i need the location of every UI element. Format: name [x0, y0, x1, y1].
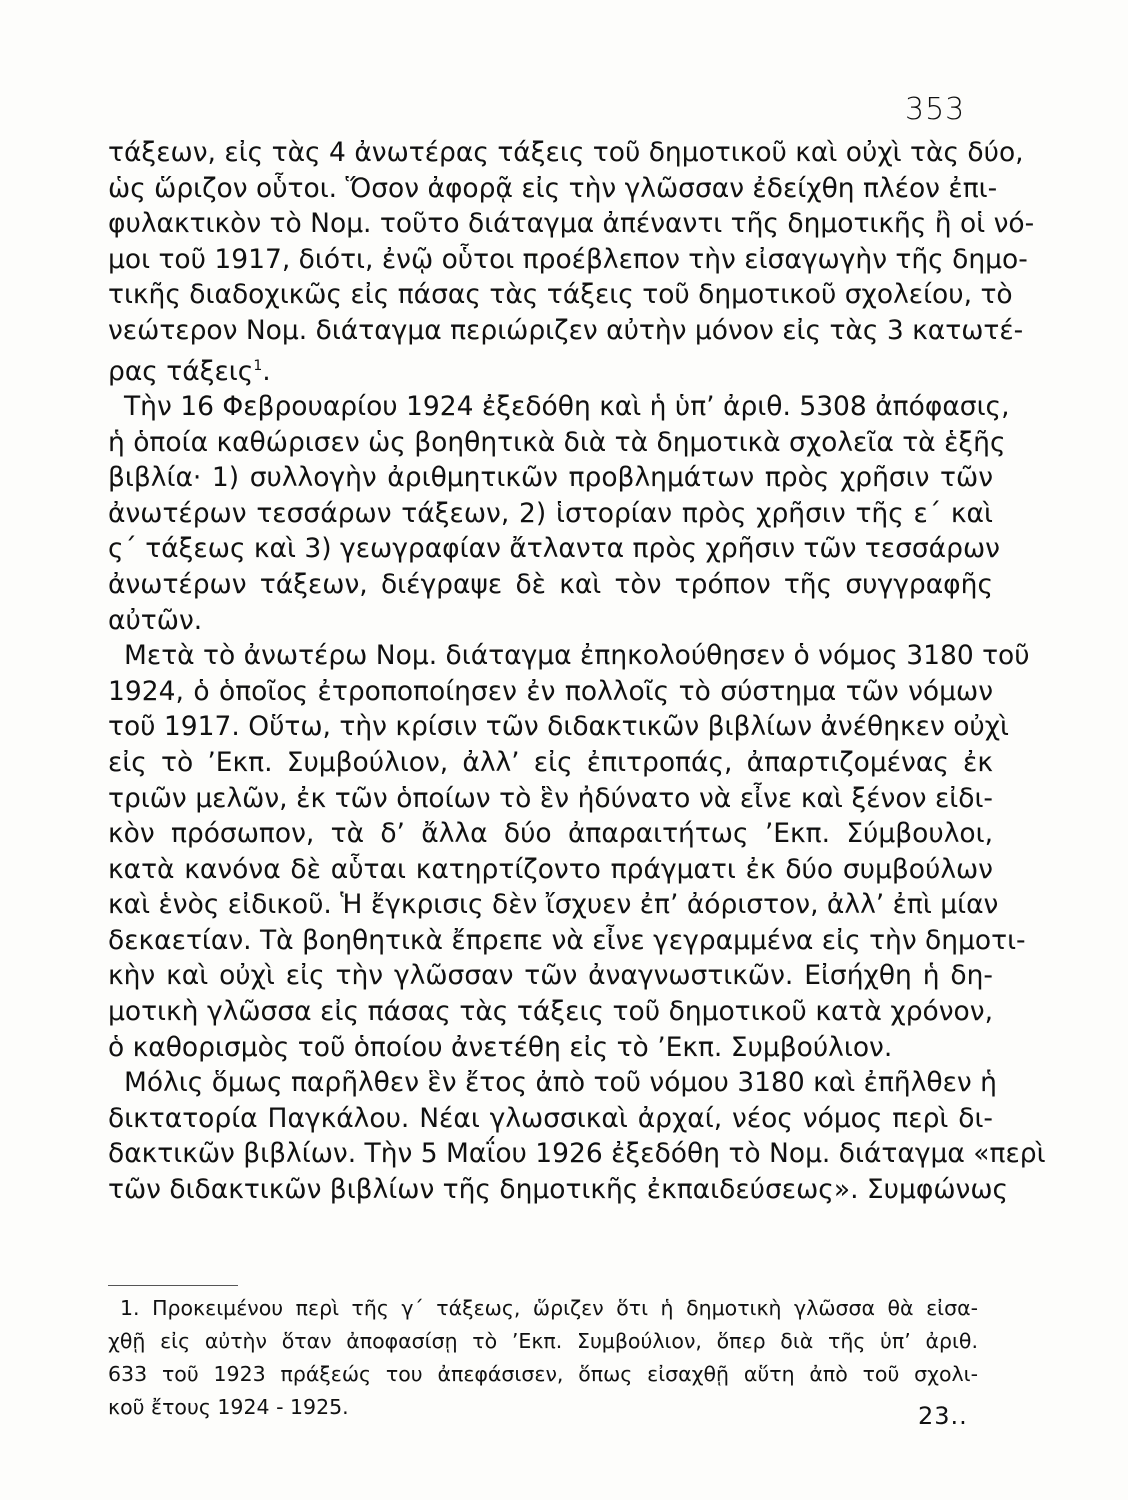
footnote	[108, 1292, 978, 1424]
text-line: ἀνωτέρων τάξεων, διέγραψε δὲ καὶ τὸν τρόπον τῆς συγγραφῆς	[108, 568, 993, 600]
text-line: ὡς ὥριζον οὗτοι. Ὅσον ἀφορᾷ εἰς τὴν γλῶσσαν ἐδείχθη πλέον ἐπι-	[108, 172, 998, 204]
text-line: Μετὰ τὸ ἀνωτέρω Νομ. διάταγμα ἐπηκολούθησεν ὁ νόμος 3180 τοῦ	[124, 640, 1030, 672]
text-line: τριῶν μελῶν, ἐκ τῶν ὁποίων τὸ ἓν ἠδύνατο νὰ εἶνε καὶ ξένον εἰδι-	[108, 782, 993, 814]
printer-signature-mark: 23..	[918, 1402, 968, 1430]
body-text	[108, 135, 1046, 1208]
text-line: μοτικὴ γλῶσσα εἰς πάσας τὰς τάξεις τοῦ δημοτικοῦ κατὰ χρόνον,	[108, 996, 993, 1028]
text-line: κὸν πρόσωπον, τὰ δ’ ἄλλα δύο ἀπαραιτήτως ’Εκπ. Σύμβουλοι,	[108, 818, 993, 850]
text-line: βιβλία· 1) συλλογὴν ἀριθμητικῶν προβλημάτων πρὸς χρῆσιν τῶν	[108, 462, 993, 494]
paragraph-3	[108, 638, 1030, 1065]
text-line	[108, 349, 993, 389]
text-line: τάξεων, εἰς τὰς 4 ἀνωτέρας τάξεις τοῦ δημοτικοῦ καὶ οὐχὶ τὰς δύο,	[108, 137, 1024, 168]
paragraph-1	[108, 135, 1035, 389]
text-line: ἡ ὁποία καθώρισεν ὡς βοηθητικὰ διὰ τὰ δημοτικὰ σχολεῖα τὰ ἑξῆς	[108, 426, 1006, 458]
text-line: ὁ καθορισμὸς τοῦ ὁποίου ἀνετέθη εἰς τὸ ’Εκπ. Συμβούλιον.	[108, 1031, 893, 1063]
text-line: νεώτερον Νομ. διάταγμα περιώριζεν αὐτὴν μόνον εἰς τὰς 3 κατωτέ-	[108, 314, 1024, 346]
text-line: τικῆς διαδοχικῶς εἰς πάσας τὰς τάξεις τοῦ δημοτικοῦ σχολείου, τὸ	[108, 279, 1013, 311]
text-line: μοι τοῦ 1917, διότι, ἐνῷ οὗτοι προέβλεπον τὴν εἰσαγωγὴν τῆς δημο-	[108, 243, 1028, 275]
text-line: κατὰ κανόνα δὲ αὗται κατηρτίζοντο πράγματι ἐκ δύο συμβούλων	[108, 853, 993, 885]
text-line: Μόλις ὅμως παρῆλθεν ἓν ἔτος ἀπὸ τοῦ νόμου 3180 καὶ ἐπῆλθεν ἡ	[124, 1067, 997, 1099]
text-line: καὶ ἑνὸς εἰδικοῦ. Ἡ ἔγκρισις δὲν ἴσχυεν ἐπ’ ἀόριστον, ἀλλ’ ἐπὶ μίαν	[108, 889, 999, 921]
text-line: αὐτῶν.	[108, 604, 203, 636]
text-line: δεκαετίαν. Τὰ βοηθητικὰ ἔπρεπε νὰ εἶνε γεγραμμένα εἰς τὴν δημοτι-	[108, 924, 1026, 956]
text-line: δικτατορία Παγκάλου. Νέαι γλωσσικαὶ ἀρχαί, νέος νόμος περὶ δι-	[108, 1102, 993, 1134]
text-line: 1924, ὁ ὁποῖος ἐτροποποίησεν ἐν πολλοῖς τὸ σύστημα τῶν νόμων	[108, 675, 993, 707]
text-line-content: ρας τάξεις	[108, 355, 254, 387]
text-line: ἀνωτέρων τεσσάρων τάξεων, 2) ἱστορίαν πρὸς χρῆσιν τῆς ε΄ καὶ	[108, 497, 993, 529]
text-line: εἰς τὸ ’Εκπ. Συμβούλιον, ἀλλ’ εἰς ἐπιτροπάς, ἀπαρτιζομένας ἐκ	[108, 746, 993, 778]
text-line: τῶν διδακτικῶν βιβλίων τῆς δημοτικῆς ἐκπαιδεύσεως». Συμφώνως	[108, 1174, 1009, 1206]
footnote-divider	[108, 1285, 238, 1286]
footnote-line: 633 τοῦ 1923 πράξεώς του ἀπεφάσισεν, ὅπως εἰσαχθῇ αὕτη ἀπὸ τοῦ σχολι-	[108, 1362, 978, 1386]
text-line-end: .	[262, 355, 271, 387]
footnote-reference: 1	[253, 357, 263, 374]
footnote-line: κοῦ ἔτους 1924 - 1925.	[108, 1395, 349, 1419]
paragraph-2	[108, 389, 1010, 638]
text-line: φυλακτικὸν τὸ Νομ. τοῦτο διάταγμα ἀπέναντι τῆς δημοτικῆς ἢ οἱ νό-	[108, 208, 1035, 240]
text-line: τοῦ 1917. Οὕτω, τὴν κρίσιν τῶν διδακτικῶν βιβλίων ἀνέθηκεν οὐχὶ	[108, 711, 1010, 743]
text-line: δακτικῶν βιβλίων. Τὴν 5 Μαΐου 1926 ἐξεδόθη τὸ Νομ. διάταγμα «περὶ	[108, 1138, 1046, 1170]
footnote-line: χθῇ εἰς αὐτὴν ὅταν ἀποφασίσῃ τὸ ’Εκπ. Συμβούλιον, ὅπερ διὰ τῆς ὑπ’ ἀριθ.	[108, 1329, 978, 1353]
page-number: 353	[905, 92, 966, 127]
text-line: Τὴν 16 Φεβρουαρίου 1924 ἐξεδόθη καὶ ἡ ὑπ’ ἀριθ. 5308 ἀπόφασις,	[124, 390, 1010, 422]
text-line: κὴν καὶ οὐχὶ εἰς τὴν γλῶσσαν τῶν ἀναγνωστικῶν. Εἰσήχθη ἡ δη-	[108, 960, 993, 992]
paragraph-4	[108, 1065, 1046, 1207]
footnote-line: 1. Προκειμένου περὶ τῆς γ΄ τάξεως, ὥριζεν ὅτι ἡ δημοτικὴ γλῶσσα θὰ εἰσα-	[120, 1296, 978, 1320]
text-line: ς΄ τάξεως καὶ 3) γεωγραφίαν ἄτλαντα πρὸς χρῆσιν τῶν τεσσάρων	[108, 533, 1000, 565]
